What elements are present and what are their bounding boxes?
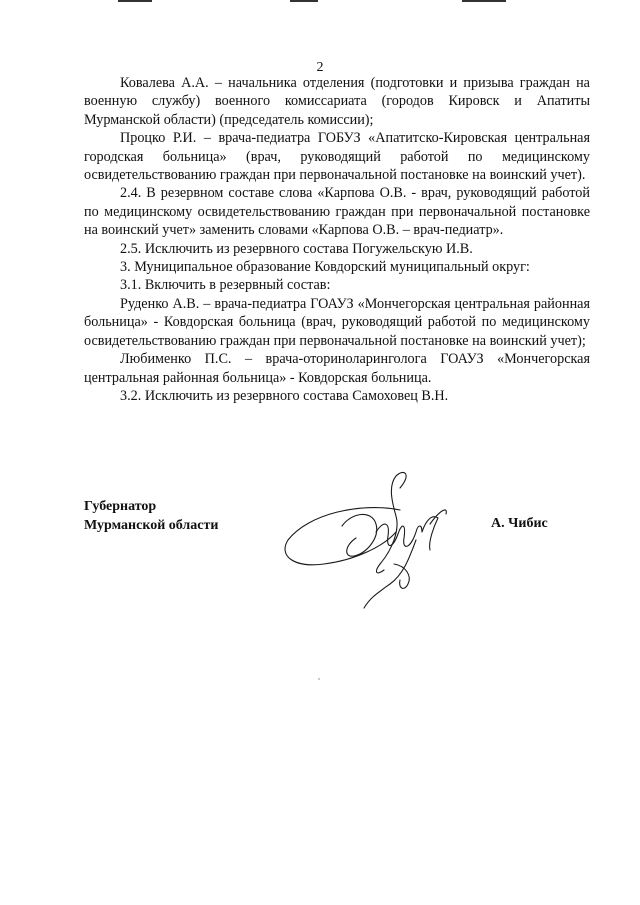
- paragraph: 2.4. В резервном составе слова «Карпова О.В. - врач, руководящий работой по медицинскому освидетельствованию граждан при первоначальной постановке на воинский учет» заменить словами «Карпова О.В. – врач-педиатр».: [84, 185, 590, 239]
- scan-speck: [318, 678, 320, 680]
- paragraph: Ковалева А.А. – начальника отделения (подготовки и призыва граждан на военную службу) военного комиссариата (городов Кировск и Апатиты Мурманской области) (председатель комиссии);: [84, 75, 590, 128]
- signatory-title: [84, 497, 218, 535]
- paragraph: Процко Р.И. – врача-педиатра ГОБУЗ «Апатитско-Кировская центральная городская больница» (врач, руководящий работой по медицинскому освидетельствованию граждан при первоначальной постановке на воинский учет).: [84, 130, 590, 184]
- scan-edge-mark: [290, 0, 318, 2]
- handwritten-signature: [280, 466, 480, 616]
- scan-edge-mark: [118, 0, 152, 2]
- scan-edge-mark: [462, 0, 506, 2]
- paragraph: Руденко А.В. – врача-педиатра ГОАУЗ «Мончегорская центральная районная больница» - Ковдорская больница (врач, руководящий работой по медицинскому освидетельствованию граждан при первоначальной постановке на воинский учет);: [84, 295, 590, 349]
- paragraph: 3.2. Исключить из резервного состава Самоховец В.Н.: [120, 387, 449, 404]
- signatory-title-line1: Губернатор: [84, 499, 157, 514]
- paragraph: 3. Муниципальное образование Ковдорский муниципальный округ:: [120, 259, 530, 276]
- signatory-name: А. Чибис: [491, 516, 548, 531]
- document-body: [84, 74, 590, 405]
- paragraph: Любименко П.С. – врача-оториноларинголога ГОАУЗ «Мончегорская центральная районная больница» - Ковдорская больница.: [84, 351, 590, 386]
- paragraph: 3.1. Включить в резервный состав:: [120, 277, 331, 294]
- page-number: 2: [316, 60, 324, 75]
- paragraph: 2.5. Исключить из резервного состава Погужельскую И.В.: [120, 240, 473, 257]
- signatory-title-line2: Мурманской области: [84, 518, 219, 533]
